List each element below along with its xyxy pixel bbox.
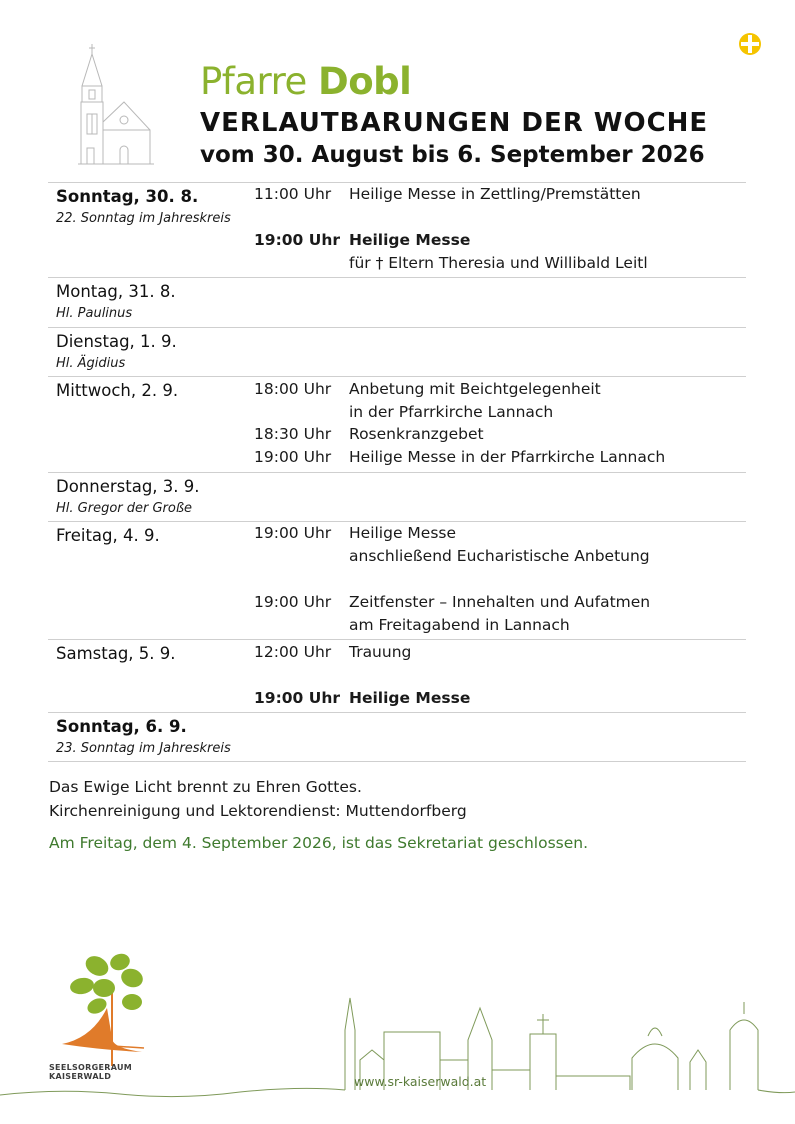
page-title: VERLAUTBARUNGEN DER WOCHE <box>200 108 709 138</box>
day-name: Sonntag, 30. 8. <box>56 187 199 206</box>
day-row-wednesday <box>48 377 746 473</box>
day-name: Montag, 31. 8. <box>56 282 176 301</box>
date-range: vom 30. August bis 6. September 2026 <box>200 142 705 168</box>
parish-location: Dobl <box>318 60 412 103</box>
day-subtitle: Hl. Ägidius <box>56 356 126 371</box>
notes <box>49 775 467 823</box>
logo-line-1: SEELSORGERAUM <box>49 1063 133 1072</box>
day-row-thursday <box>48 473 746 522</box>
event-text: Heilige Messe <box>349 231 471 249</box>
day-row-saturday <box>48 640 746 713</box>
event-text: Heilige Messe in Zettling/Premstätten <box>349 185 641 203</box>
day-subtitle: 22. Sonntag im Jahreskreis <box>56 211 231 226</box>
day-name: Donnerstag, 3. 9. <box>56 477 200 496</box>
event-time: 19:00 Uhr <box>254 448 332 466</box>
day-row-sunday-30 <box>48 183 746 278</box>
event-text: Rosenkranzgebet <box>349 425 484 443</box>
event-time: 19:00 Uhr <box>254 524 332 542</box>
event-time: 18:30 Uhr <box>254 425 332 443</box>
event-time: 19:00 Uhr <box>254 689 340 707</box>
note-eternal-light: Das Ewige Licht brennt zu Ehren Gottes. <box>49 778 362 796</box>
parish-prefix: Pfarre <box>200 60 307 103</box>
event-time: 19:00 Uhr <box>254 593 332 611</box>
parish-name <box>200 60 411 103</box>
event-text: Heilige Messe in der Pfarrkirche Lannach <box>349 448 666 466</box>
event-time: 12:00 Uhr <box>254 643 332 661</box>
day-row-sunday-6 <box>48 713 746 762</box>
event-text: in der Pfarrkirche Lannach <box>349 403 554 421</box>
event-text: Trauung <box>349 643 412 661</box>
event-text: Heilige Messe <box>349 524 457 542</box>
event-time: 19:00 Uhr <box>254 231 340 249</box>
day-name: Mittwoch, 2. 9. <box>56 381 179 400</box>
logo-line-2: KAISERWALD <box>49 1072 112 1081</box>
event-text: Anbetung mit Beichtgelegenheit <box>349 380 601 398</box>
day-subtitle: 23. Sonntag im Jahreskreis <box>56 741 231 756</box>
day-name: Dienstag, 1. 9. <box>56 332 177 351</box>
day-subtitle: Hl. Paulinus <box>56 306 133 321</box>
note-cleaning: Kirchenreinigung und Lektorendienst: Muttendorfberg <box>49 802 467 820</box>
event-time: 11:00 Uhr <box>254 185 332 203</box>
day-name: Samstag, 5. 9. <box>56 644 176 663</box>
day-row-tuesday <box>48 328 746 377</box>
event-text: anschließend Eucharistische Anbetung <box>349 547 650 565</box>
office-closed-notice: Am Freitag, dem 4. September 2026, ist das Sekretariat geschlossen. <box>49 834 589 852</box>
event-text: für † Eltern Theresia und Willibald Leitl <box>349 254 648 272</box>
event-text: Zeitfenster – Innehalten und Aufatmen <box>349 593 651 611</box>
event-time: 18:00 Uhr <box>254 380 332 398</box>
day-row-friday <box>48 522 746 640</box>
weekly-schedule <box>48 182 746 762</box>
day-name: Freitag, 4. 9. <box>56 526 160 545</box>
day-name: Sonntag, 6. 9. <box>56 717 187 736</box>
church-illustration <box>78 44 154 166</box>
event-text: Heilige Messe <box>349 689 471 707</box>
day-row-monday <box>48 278 746 328</box>
cross-badge-icon <box>738 32 762 56</box>
event-text: am Freitagabend in Lannach <box>349 616 570 634</box>
day-subtitle: Hl. Gregor der Große <box>56 501 193 516</box>
website-link[interactable]: www.sr-kaiserwald.at <box>354 1074 487 1089</box>
